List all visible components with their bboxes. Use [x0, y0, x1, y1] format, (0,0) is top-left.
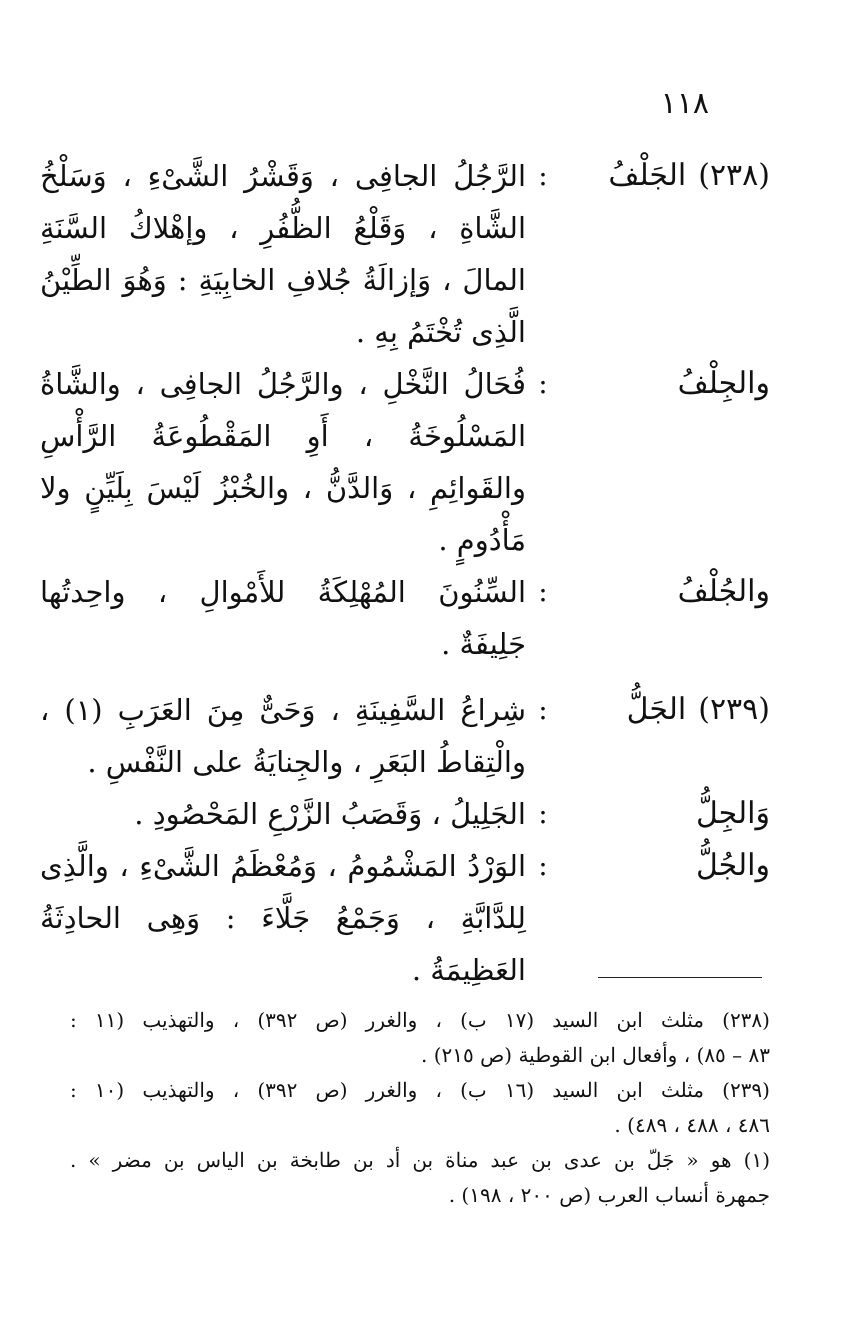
- colon-separator: :: [538, 159, 548, 192]
- definition: [40, 358, 526, 566]
- colon-separator: :: [538, 693, 548, 726]
- entry-julf: [40, 566, 770, 670]
- definition-line: جَلِيفَةٌ .: [441, 627, 526, 661]
- page-number: ١١٨: [660, 86, 709, 121]
- definition-line: شِراعُ السَّفِينَةِ ، وَحَىٌّ مِنَ العَرَبِ (١) ،: [40, 693, 526, 727]
- definition-line: السِّنُونَ المُهْلِكَةُ للأَمْوالِ ، واحِدتُها: [40, 575, 526, 609]
- footnote-238: [70, 1003, 770, 1073]
- entry-238-jalf: [40, 150, 770, 358]
- definition-line: والقَوائِمِ ، وَالدَّنُّ ، والخُبْزُ لَيْسَ بِلَيِّنٍ ولا: [40, 471, 526, 505]
- footnote-line: جمهرة أنساب العرب (ص ٢٠٠ ، ١٩٨) .: [448, 1183, 770, 1207]
- footnote-line: ٤٨٦ ، ٤٨٨ ، ٤٨٩) .: [614, 1113, 770, 1137]
- definition-line: الجَلِيلُ ، وَقَصَبُ الزَّرْعِ المَحْصُودِ .: [134, 797, 526, 831]
- footnotes: [70, 1003, 770, 1213]
- headword-text: والجُلُّ: [695, 848, 770, 883]
- definition-line: العَظِيمَةُ .: [411, 953, 526, 987]
- definition-line: المَسْلُوخَةُ ، أَوِ المَقْطُوعَةُ الرَّأْسِ: [40, 419, 526, 453]
- footnote-1: [70, 1143, 770, 1213]
- headword: [560, 840, 770, 892]
- footnote-239: [70, 1073, 770, 1143]
- colon-separator: :: [538, 797, 548, 830]
- headword: [560, 358, 770, 410]
- colon-separator: :: [538, 849, 548, 882]
- definition-line: الشَّاةِ ، وَقَلْعُ الظُّفُرِ ، وإهْلاكُ السَّنَةِ: [40, 211, 526, 245]
- definition: [40, 684, 526, 788]
- headword-text: الجَلْفُ: [608, 158, 687, 193]
- dictionary-entries: [40, 150, 770, 996]
- headword-text: وَالجِلُّ: [695, 796, 770, 831]
- definition-line: مَأْدُومٍ .: [438, 523, 526, 557]
- definition-line: فُحَالُ النَّخْلِ ، والرَّجُلُ الجافِى ، والشَّاةُ: [40, 367, 526, 401]
- definition-line: لِلدَّابَّةِ ، وَجَمْعُ جَلَّاءَ : وَهِى الحادِثَةُ: [40, 901, 526, 935]
- definition: [40, 840, 526, 996]
- definition-line: والْتِقاطُ البَعَرِ ، والجِنايَةُ على النَّفْسِ .: [87, 745, 526, 779]
- definition-line: المالَ ، وَإزالَةُ جُلافِ الخابِيَةِ : وَهُوَ الطِّيْنُ: [40, 263, 526, 297]
- footnote-line: (٢٣٩) مثلث ابن السيد (١٦ ب) ، والغرر (ص ٣٩٢) ، والتهذيب (١٠ :: [70, 1078, 770, 1102]
- headword-text: والجِلْفُ: [677, 366, 770, 401]
- entry-239-jall: [40, 684, 770, 788]
- definition: [40, 150, 526, 358]
- footnote-line: (١) هو « جَلّ بن عدى بن عبد مناة بن أد بن طابخة بن الياس بن مضر » .: [70, 1148, 770, 1172]
- footnote-line: (٢٣٨) مثلث ابن السيد (١٧ ب) ، والغرر (ص ٣٩٢) ، والتهذيب (١١ :: [70, 1008, 770, 1032]
- entry-jull: [40, 840, 770, 996]
- definition-line: الوَرْدُ المَشْمُومُ ، وَمُعْظَمُ الشَّىْءِ ، والَّذِى: [40, 849, 526, 883]
- entry-gap: [40, 670, 770, 684]
- colon-separator: :: [538, 367, 548, 400]
- colon-separator: :: [538, 575, 548, 608]
- entry-number: (٢٣٩): [698, 692, 770, 727]
- headword: [560, 150, 770, 202]
- entry-jilf: [40, 358, 770, 566]
- footnote-divider: [598, 977, 762, 978]
- definition-line: الَّذِى تُخْتَمُ بِهِ .: [355, 315, 526, 349]
- headword: [560, 566, 770, 618]
- definition-line: الرَّجُلُ الجافِى ، وَقَشْرُ الشَّىْءِ ، وَسَلْخُ: [40, 159, 526, 193]
- footnote-line: ٨٣ – ٨٥) ، وأفعال ابن القوطية (ص ٢١٥) .: [420, 1043, 770, 1067]
- headword-text: الجَلُّ: [626, 692, 687, 727]
- definition: [40, 566, 526, 670]
- headword-text: والجُلْفُ: [677, 574, 770, 609]
- entry-jill: [40, 788, 770, 840]
- headword: [560, 684, 770, 736]
- definition: [40, 788, 526, 840]
- headword: [560, 788, 770, 840]
- entry-number: (٢٣٨): [698, 158, 770, 193]
